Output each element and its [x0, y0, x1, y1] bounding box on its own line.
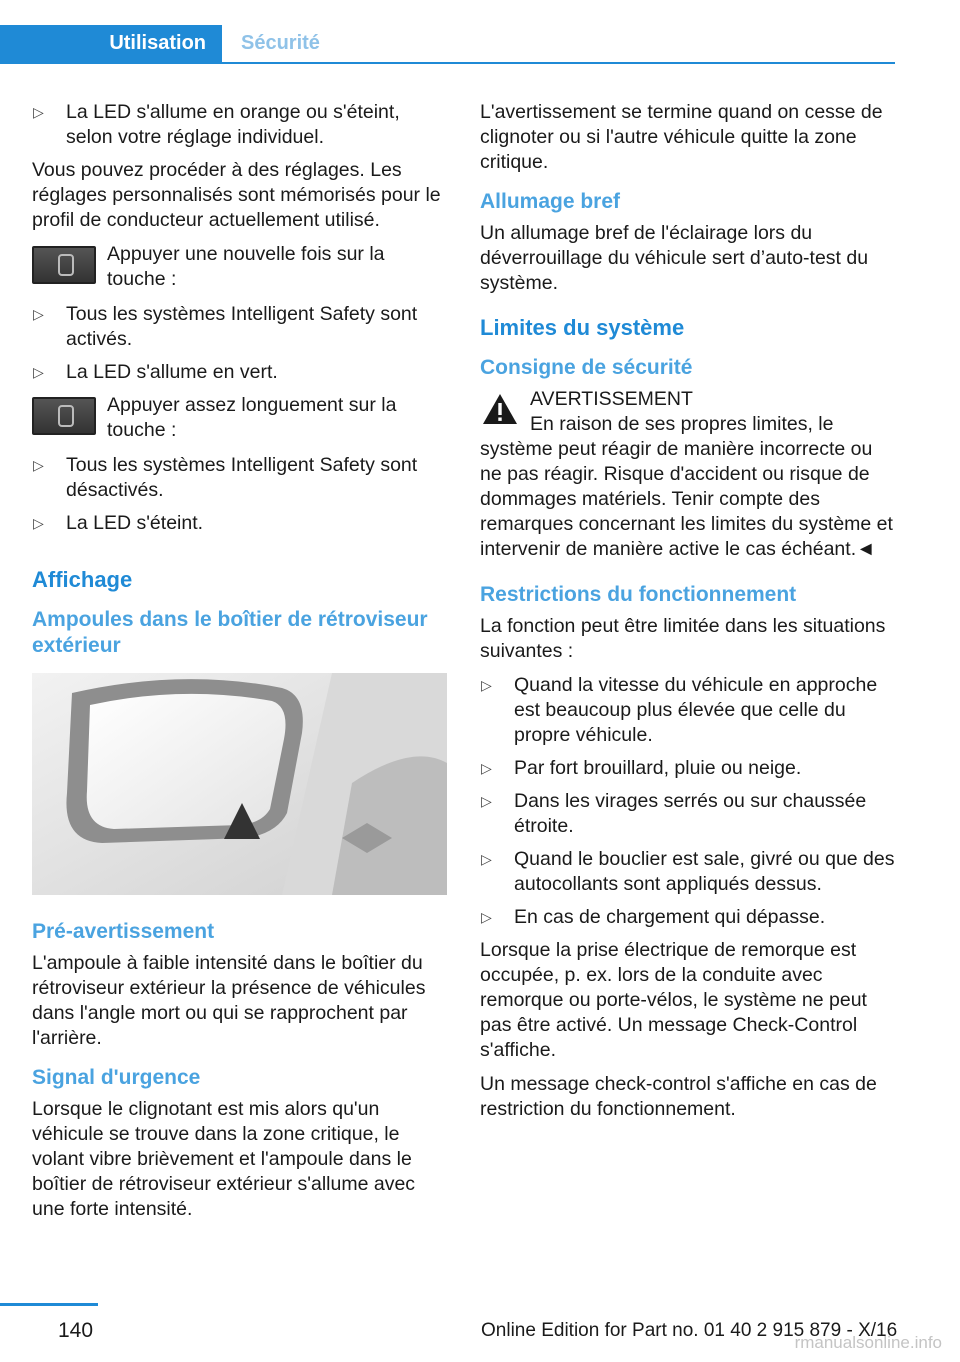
bullet-led-orange: ▷ La LED s'allume en orange ou s'éteint, selon votre réglage individuel. [32, 100, 447, 150]
paragraph-pre-avertissement: L'ampoule à faible intensité dans le boîtier du rétroviseur extérieur la présence de véhicules dans l'angle mort ou qui se rapprochent par l'arrière. [32, 952, 426, 1049]
warning-title: AVERTISSEMENT [530, 388, 693, 410]
heading-signal-urgence: Signal d'urgence [32, 1066, 201, 1089]
footer-accent-line [0, 1303, 98, 1306]
bullet-systemes-actives: ▷ Tous les systèmes Intelligent Safety sont activés. [32, 302, 447, 352]
paragraph-continuation: L'avertissement se termine quand on cesse de clignoter ou si l'autre véhicule quitte la zone critique. [480, 101, 883, 173]
paragraph-restrictions-intro: La fonction peut être limitée dans les situations suivantes : [480, 615, 886, 662]
page-number: 140 [58, 1319, 94, 1342]
heading-pre-avertissement: Pré-avertissement [32, 920, 215, 943]
heading-ampoules: Ampoules dans le boîtier de rétroviseur extérieur [32, 608, 428, 657]
paragraph-message-check-control: Un message check-control s'affiche en cas de restriction du fonctionnement. [480, 1073, 877, 1120]
heading-allumage-bref: Allumage bref [480, 190, 621, 213]
button-instruction-2 [32, 393, 447, 443]
paragraph-signal-urgence: Lorsque le clignotant est mis alors qu'un véhicule se trouve dans la zone critique, le volant vibre brièvement et l'ampoule dans le boîtier de rétroviseur extérieur s'allume avec une forte intensité. [32, 1098, 416, 1220]
bullet-led-eteint: ▷ La LED s'éteint. [32, 511, 447, 536]
button-instruction-text: Appuyer assez longuement sur la touche : [107, 394, 397, 441]
heading-affichage: Affichage [32, 567, 133, 592]
watermark: rmanualsonline.info [794, 1333, 942, 1352]
bullet-led-vert: ▷ La LED s'allume en vert. [32, 360, 447, 385]
heading-limites-systeme: Limites du système [480, 315, 685, 340]
left-column [32, 100, 447, 1231]
heading-consigne-securite: Consigne de sécurité [480, 356, 693, 379]
paragraph-allumage-bref: Un allumage bref de l'éclairage lors du déverrouillage du véhicule sert d’auto-test du système. [480, 222, 869, 294]
right-column [480, 100, 895, 1131]
mirror-photo [32, 673, 447, 895]
bullet-restriction-chargement: ▷ En cas de chargement qui dépasse. [480, 905, 895, 930]
paragraph-prise-remorque: Lorsque la prise électrique de remorque est occupée, p. ex. lors de la conduite avec remorque ou porte-vélos, le système ne peut pas être activé. Un message Check-Control s'affiche. [480, 939, 867, 1061]
warning-text: En raison de ses propres limites, le système peut réagir de manière incorrecte ou ne pas réagir. Risque d'accident ou risque de dommages matériels. Tenir compte des remarques concernant les limites du système et intervenir de manière active le cas échéant.◄ [480, 413, 893, 560]
bullet-restriction-bouclier: ▷ Quand le bouclier est sale, givré ou que des autocollants sont appliqués dessus. [480, 847, 895, 897]
bullet-restriction-virages: ▷ Dans les virages serrés ou sur chaussée étroite. [480, 789, 895, 839]
tab-utilisation[interactable]: Utilisation [0, 25, 222, 62]
bullet-restriction-brouillard: ▷ Par fort brouillard, pluie ou neige. [480, 756, 895, 781]
tab-securite[interactable]: Sécurité [241, 32, 320, 54]
edition-text: Online Edition for Part no. 01 40 2 915 879 - X/16 [481, 1320, 898, 1341]
button-instruction-text: Appuyer une nouvelle fois sur la touche : [107, 243, 385, 290]
heading-restrictions: Restrictions du fonctionnement [480, 583, 797, 606]
bullet-systemes-desactives: ▷ Tous les systèmes Intelligent Safety sont désactivés. [32, 453, 447, 503]
button-instruction-1 [32, 242, 447, 292]
safety-button-icon [32, 246, 96, 284]
bullet-restriction-vitesse: ▷ Quand la vitesse du véhicule en approche est beaucoup plus élevée que celle du propre véhicule. [480, 673, 895, 748]
warning-triangle-icon [482, 393, 518, 425]
safety-button-icon [32, 397, 96, 435]
header-tabs [0, 25, 895, 64]
paragraph-reglages: Vous pouvez procéder à des réglages. Les réglages personnalisés sont mémorisés pour le profil de conducteur actuellement utilisé. [32, 159, 441, 231]
warning-block [480, 387, 895, 412]
